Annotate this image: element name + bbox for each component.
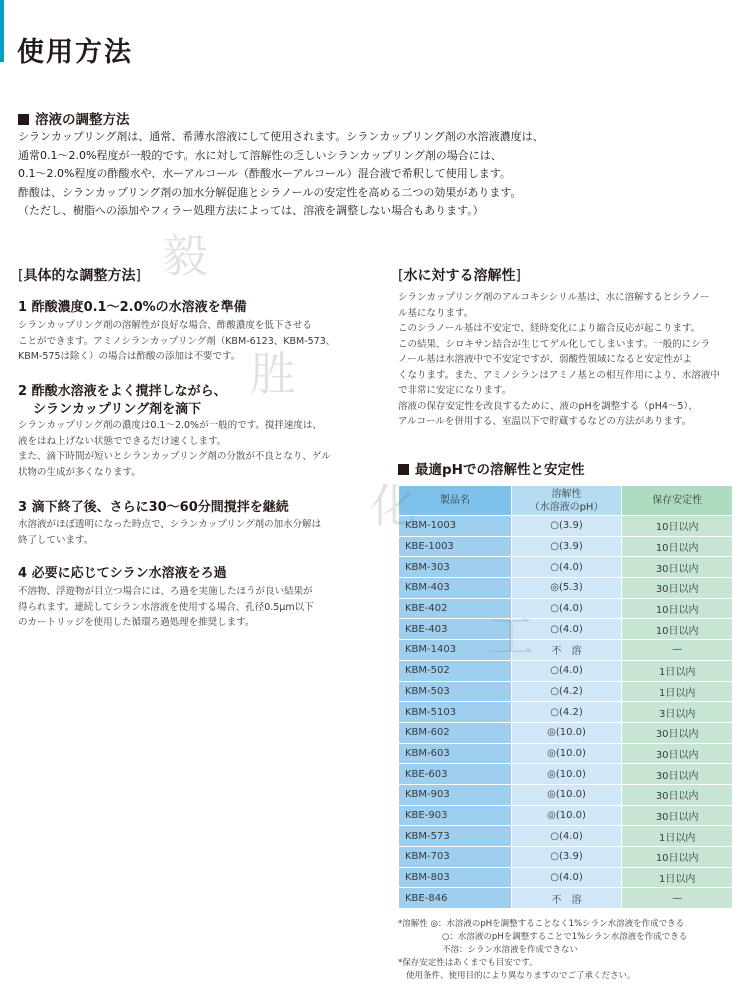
table-row xyxy=(399,660,733,681)
cell-stability: 30日以内 xyxy=(622,764,733,785)
page-title: 使用方法 xyxy=(17,37,133,68)
cell-solubility: ○(4.0) xyxy=(511,660,622,681)
note-line: *溶解性 ◎：水溶液のpHを調整することなく1%シラン水溶液を作成できる xyxy=(398,919,685,929)
col-header-solubility xyxy=(511,486,622,516)
step-4-title: 4 必要に応じてシラン水溶液をろ過 xyxy=(18,566,227,581)
cell-stability: 30日以内 xyxy=(622,805,733,826)
col-header-stability: 保存安定性 xyxy=(622,486,733,516)
step-2-title: 2 酢酸水溶液をよく撹拌しながら、 xyxy=(18,384,227,399)
cell-product: KBE-402 xyxy=(399,598,512,619)
body-line: くなります。また、アミノシランはアミノ基との相互作用により、水溶液中 xyxy=(398,369,720,381)
cell-stability: 1日以内 xyxy=(622,826,733,847)
cell-solubility: ○(3.9) xyxy=(511,516,622,537)
cell-stability: 1日以内 xyxy=(622,867,733,888)
body-line: 終了しています。 xyxy=(18,534,94,546)
cell-stability: 30日以内 xyxy=(622,743,733,764)
cell-solubility: ○(4.2) xyxy=(511,702,622,723)
table-row xyxy=(399,743,733,764)
right-heading: [水に対する溶解性] xyxy=(398,268,521,284)
body-line: のカートリッジを使用した循環ろ過処理を推奨します。 xyxy=(18,617,255,628)
title-accent-bar xyxy=(0,0,4,62)
cell-product: KBM-502 xyxy=(399,660,512,681)
cell-stability: 10日以内 xyxy=(622,847,733,868)
cell-stability: 10日以内 xyxy=(622,536,733,557)
table-row xyxy=(399,847,733,868)
table-row xyxy=(399,702,733,723)
body-line: ノール基は水溶液中で不安定ですが、弱酸性領域になると安定性がよ xyxy=(398,354,693,365)
table-row xyxy=(399,681,733,702)
body-line: ル基になります。 xyxy=(398,307,474,319)
step-3-body xyxy=(18,517,321,548)
section-heading-text: 溶液の調整方法 xyxy=(35,112,130,128)
body-line: このシラノール基は不安定で、経時変化により縮合反応が起こります。 xyxy=(398,323,701,334)
cell-product: KBM-603 xyxy=(399,743,512,764)
table-row xyxy=(399,619,733,640)
table-row xyxy=(399,784,733,805)
cell-solubility: ○(3.9) xyxy=(511,536,622,557)
cell-stability: — xyxy=(622,640,733,661)
table-row xyxy=(399,516,733,537)
body-line: で非常に安定になります。 xyxy=(398,385,512,396)
intro-line: （ただし、樹脂への添加やフィラー処理方法によっては、溶液を調整しない場合もあります。） xyxy=(18,204,484,218)
cell-product: KBM-1003 xyxy=(399,516,512,537)
cell-solubility: ○(4.0) xyxy=(511,619,622,640)
table-row xyxy=(399,764,733,785)
note-line: *保存安定性はあくまでも目安です。 xyxy=(398,958,538,968)
watermark-char: 毅 xyxy=(162,229,208,283)
cell-stability: 1日以内 xyxy=(622,660,733,681)
table-row xyxy=(399,557,733,578)
body-line: 溶液の保存安定性を改良するために、液のpHを調整する（pH4～5）、 xyxy=(398,400,698,412)
cell-solubility: ○(4.0) xyxy=(511,867,622,888)
body-line: 不溶物、浮遊物が目立つ場合には、ろ過を実施したほうが良い結果が xyxy=(18,586,313,597)
step-3-title: 3 滴下終了後、さらに30～60分間撹拌を継続 xyxy=(18,500,289,515)
cell-stability: 30日以内 xyxy=(622,578,733,599)
body-line: シランカップリング剤の濃度は0.1～2.0%が一般的です。撹拌速度は、 xyxy=(18,420,322,431)
body-line: ことができます。アミノシランカップリング剤（KBM-6123、KBM-573、 xyxy=(18,335,336,347)
cell-product: KBE-403 xyxy=(399,619,512,640)
table-heading-text: 最適pHでの溶解性と安定性 xyxy=(415,462,585,478)
col-header-product: 製品名 xyxy=(399,486,512,516)
cell-stability: 10日以内 xyxy=(622,598,733,619)
table-heading xyxy=(398,458,584,478)
cell-solubility: ◎(10.0) xyxy=(511,784,622,805)
note-line: 使用条件、使用目的により異なりますのでご了承ください。 xyxy=(406,971,636,981)
solubility-body xyxy=(398,290,720,430)
col-header-solubility-line1: 溶解性 xyxy=(551,488,582,500)
table-header-row xyxy=(399,486,733,516)
table-row xyxy=(399,888,733,909)
cell-solubility: 不 溶 xyxy=(511,640,622,661)
cell-solubility: ○(3.9) xyxy=(511,847,622,868)
ph-stability-table xyxy=(398,485,733,909)
step-2-body xyxy=(18,418,331,480)
note-line: ○：水溶液のpHを調整することで1%シラン水溶液を作成できる xyxy=(442,932,688,942)
body-line: また、滴下時間が短いとシランカップリング剤の分散が不良となり、ゲル xyxy=(18,451,331,462)
cell-product: KBM-503 xyxy=(399,681,512,702)
intro-line: 酢酸は、シランカップリング剤の加水分解促進とシラノールの安定性を高める二つの効果があります。 xyxy=(18,185,522,199)
cell-product: KBM-703 xyxy=(399,847,512,868)
body-line: この結果、シロキサン結合が生じてゲル化してしまいます。一般的にシラ xyxy=(398,338,711,350)
section-heading-solution xyxy=(18,108,130,128)
table-row xyxy=(399,598,733,619)
body-line: KBM-575は除く）の場合は酢酸の添加は不要です。 xyxy=(18,351,241,362)
cell-product: KBE-903 xyxy=(399,805,512,826)
body-line: 液をはね上げない状態でできるだけ速くします。 xyxy=(18,435,227,447)
table-row xyxy=(399,640,733,661)
cell-solubility: ○(4.0) xyxy=(511,557,622,578)
table-row xyxy=(399,805,733,826)
left-heading: [具体的な調整方法] xyxy=(18,268,141,284)
table-row xyxy=(399,722,733,743)
step-2-title-line2: シランカップリング剤を滴下 xyxy=(33,402,202,417)
cell-stability: 10日以内 xyxy=(622,516,733,537)
cell-product: KBE-1003 xyxy=(399,536,512,557)
cell-product: KBM-1403 xyxy=(399,640,512,661)
body-line: 状物の生成が多くなります。 xyxy=(18,466,141,478)
intro-line: 通常0.1～2.0%程度が一般的です。水に対して溶解性の乏しいシランカップリング剤の場合には、 xyxy=(18,148,502,162)
cell-product: KBM-803 xyxy=(399,867,512,888)
cell-solubility: ◎(10.0) xyxy=(511,722,622,743)
table-notes xyxy=(398,918,687,983)
body-line: シランカップリング剤のアルコキシシリル基は、水に溶解するとシラノー xyxy=(398,292,710,303)
cell-stability: 1日以内 xyxy=(622,681,733,702)
cell-solubility: ◎(10.0) xyxy=(511,805,622,826)
step-4-body xyxy=(18,584,314,631)
watermark-char: 胜 xyxy=(250,347,296,401)
step-1-title: 1 酢酸濃度0.1～2.0%の水溶液を準備 xyxy=(18,300,247,315)
cell-product: KBM-573 xyxy=(399,826,512,847)
cell-product: KBM-5103 xyxy=(399,702,512,723)
cell-solubility: 不 溶 xyxy=(511,888,622,909)
watermark-char: 工 xyxy=(488,609,534,663)
left-heading-text: 具体的な調整方法 xyxy=(23,268,136,284)
col-header-solubility-line2: （水溶液のpH） xyxy=(529,501,604,513)
cell-solubility: ◎(5.3) xyxy=(511,578,622,599)
cell-stability: 10日以内 xyxy=(622,619,733,640)
cell-solubility: ◎(10.0) xyxy=(511,764,622,785)
body-line: 水溶液がほぼ透明になった時点で、シランカップリング剤の加水分解は xyxy=(18,519,322,530)
cell-product: KBM-403 xyxy=(399,578,512,599)
cell-solubility: ○(4.0) xyxy=(511,598,622,619)
table-row xyxy=(399,536,733,557)
cell-product: KBM-903 xyxy=(399,784,512,805)
body-line: アルコールを併用する、室温以下で貯蔵するなどの方法があります。 xyxy=(398,416,692,427)
cell-stability: 30日以内 xyxy=(622,557,733,578)
table-row xyxy=(399,867,733,888)
intro-line: シランカップリング剤は、通常、希薄水溶液にして使用されます。シランカップリング剤の水溶液濃度は、 xyxy=(18,130,544,143)
square-bullet-icon xyxy=(18,114,29,125)
table-row xyxy=(399,578,733,599)
cell-product: KBE-603 xyxy=(399,764,512,785)
cell-solubility: ◎(10.0) xyxy=(511,743,622,764)
note-line: 不溶：シラン水溶液を作成できない xyxy=(442,945,579,955)
watermark-char: 化 xyxy=(370,479,416,533)
cell-product: KBM-602 xyxy=(399,722,512,743)
cell-stability: 3日以内 xyxy=(622,702,733,723)
cell-product: KBM-303 xyxy=(399,557,512,578)
body-line: 得られます。連続してシラン水溶液を使用する場合、孔径0.5μm以下 xyxy=(18,601,314,613)
cell-stability: — xyxy=(622,888,733,909)
body-line: シランカップリング剤の溶解性が良好な場合、酢酸濃度を低下させる xyxy=(18,320,312,331)
intro-paragraph xyxy=(18,128,738,221)
cell-product: KBE-846 xyxy=(399,888,512,909)
right-heading-text: 水に対する溶解性 xyxy=(403,268,516,284)
table-row xyxy=(399,826,733,847)
cell-stability: 30日以内 xyxy=(622,722,733,743)
cell-solubility: ○(4.2) xyxy=(511,681,622,702)
cell-solubility: ○(4.0) xyxy=(511,826,622,847)
cell-stability: 30日以内 xyxy=(622,784,733,805)
intro-line: 0.1～2.0%程度の酢酸水や、水ーアルコール（酢酸水ーアルコール）混合液で希釈して使用します。 xyxy=(18,167,511,181)
